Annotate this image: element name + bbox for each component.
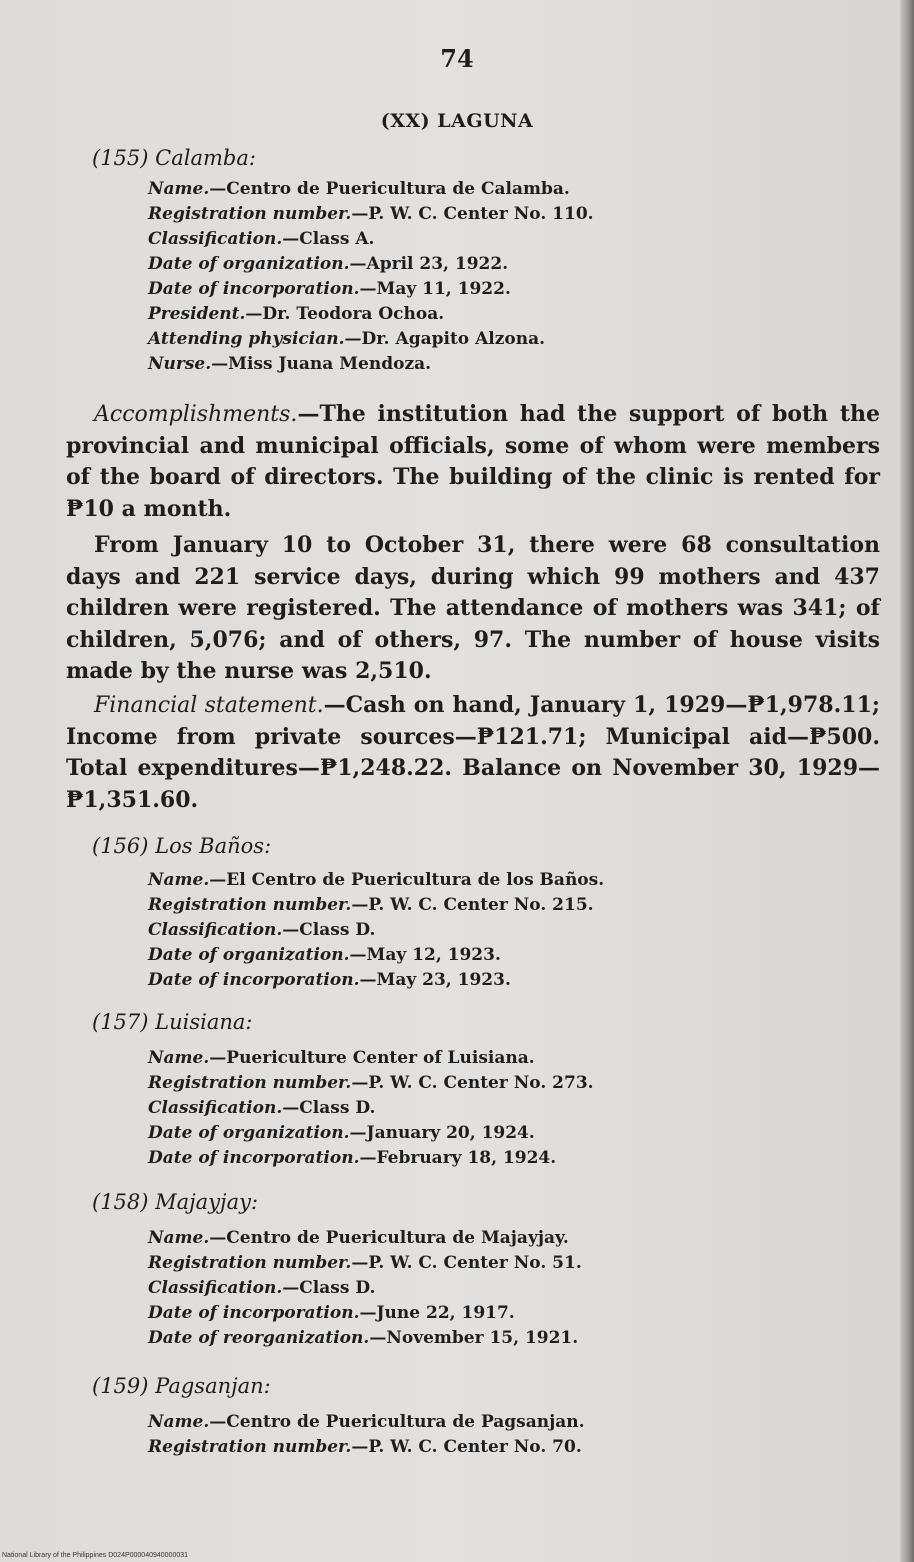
field-value: —P. W. C. Center No. 215. [351,895,594,915]
field-row [148,1410,585,1435]
field-value: —February 18, 1924. [359,1148,557,1168]
field-value: —Puericulture Center of Luisiana. [209,1048,535,1068]
field-row [148,868,604,893]
field-row [148,1146,594,1171]
field-label: Registration number. [148,1253,352,1273]
field-value: —Class D. [282,1278,376,1298]
financial-text: —Cash on hand, January 1, 1929—₱1,978.11; Income from private sources—₱121.71; Municipal aid—₱500. Total expenditures—₱1,248.22. Balance on November 30, 1929—₱1,351.60. [66,692,880,813]
accomplishments-label: Accomplishments. [94,402,298,427]
field-row [148,918,604,943]
field-label: Date of organization. [148,1123,350,1143]
entry-title-calamba: (155) Calamba: [92,146,256,170]
financial-paragraph [66,690,880,816]
field-label: Name. [148,1228,210,1248]
field-row [148,1096,594,1121]
field-value: —Centro de Puericultura de Calamba. [209,179,570,199]
field-label: Date of incorporation. [148,1303,360,1323]
field-value: —Dr. Agapito Alzona. [344,329,546,349]
field-row [148,968,604,993]
field-label: Date of organization. [148,945,350,965]
field-row [148,1326,582,1351]
field-label: Classification. [148,920,283,940]
field-row [148,1121,594,1146]
entry-fields-los-banos [148,868,604,993]
entry-title-los-banos: (156) Los Baños: [92,834,272,858]
entry-fields-luisiana [148,1046,594,1171]
field-label: Date of organization. [148,254,350,274]
field-row [148,893,604,918]
field-row [148,302,594,327]
field-row [148,202,594,227]
accomplishments-text: —The institution had the support of both the provincial and municipal officials, some of whom were members of the board of directors. The building of the clinic is rented for ₱10 a month. [66,401,880,522]
financial-label: Financial statement. [94,693,324,718]
entry-title-luisiana: (157) Luisiana: [92,1010,253,1034]
field-label: Registration number. [148,1073,352,1093]
field-value: —May 12, 1923. [349,945,501,965]
field-row [148,277,594,302]
field-label: President. [148,304,246,324]
field-label: Name. [148,870,210,890]
field-row [148,1226,582,1251]
entry-title-majayjay: (158) Majayjay: [92,1190,259,1214]
field-label: Date of reorganization. [148,1328,370,1348]
field-row [148,327,594,352]
field-value: —P. W. C. Center No. 51. [351,1253,582,1273]
field-label: Classification. [148,1278,283,1298]
field-row [148,252,594,277]
field-value: —May 11, 1922. [359,279,511,299]
field-value: —Miss Juana Mendoza. [211,354,432,374]
field-label: Classification. [148,229,283,249]
field-label: Attending physician. [148,329,345,349]
field-value: —Dr. Teodora Ochoa. [245,304,445,324]
field-row [148,1276,582,1301]
scan-footer-mark: National Library of the Philippines D024P000040940000031 [2,1552,189,1559]
field-value: —Class D. [282,920,376,940]
field-value: —P. W. C. Center No. 110. [351,204,594,224]
field-row [148,352,594,377]
field-value: —P. W. C. Center No. 70. [351,1437,582,1457]
field-label: Date of incorporation. [148,970,360,990]
accomplishments-paragraph [66,399,880,525]
page-number: 74 [440,44,474,73]
field-row [148,227,594,252]
field-label: Name. [148,1048,210,1068]
book-spine-edge [900,0,914,1562]
field-value: —Centro de Puericultura de Pagsanjan. [209,1412,585,1432]
entry-title-pagsanjan: (159) Pagsanjan: [92,1374,271,1398]
field-label: Registration number. [148,204,352,224]
field-value: —May 23, 1923. [359,970,511,990]
field-value: —June 22, 1917. [359,1303,515,1323]
field-row [148,1046,594,1071]
field-label: Date of incorporation. [148,1148,360,1168]
field-label: Registration number. [148,895,352,915]
field-label: Name. [148,179,210,199]
field-label: Classification. [148,1098,283,1118]
field-row [148,1071,594,1096]
field-value: —April 23, 1922. [349,254,509,274]
attendance-paragraph: From January 10 to October 31, there were 68 consultation days and 221 service days, during which 99 mothers and 437 children were registered. The attendance of mothers was 341; of children, 5,076; and of others, 97. The number of house visits made by the nurse was 2,510. [66,532,880,684]
field-value: —P. W. C. Center No. 273. [351,1073,594,1093]
field-label: Nurse. [148,354,212,374]
field-value: —January 20, 1924. [349,1123,535,1143]
field-label: Date of incorporation. [148,279,360,299]
field-row [148,1251,582,1276]
field-value: —November 15, 1921. [369,1328,579,1348]
entry-fields-calamba [148,177,594,377]
section-heading: (XX) LAGUNA [380,110,534,132]
field-label: Name. [148,1412,210,1432]
field-row [148,943,604,968]
field-row [148,177,594,202]
field-value: —Class D. [282,1098,376,1118]
field-label: Registration number. [148,1437,352,1457]
field-row [148,1435,585,1460]
field-value: —Class A. [282,229,375,249]
entry-fields-majayjay [148,1226,582,1351]
field-value: —Centro de Puericultura de Majayjay. [209,1228,569,1248]
field-row [148,1301,582,1326]
field-value: —El Centro de Puericultura de los Baños. [209,870,605,890]
entry-fields-pagsanjan [148,1410,585,1460]
